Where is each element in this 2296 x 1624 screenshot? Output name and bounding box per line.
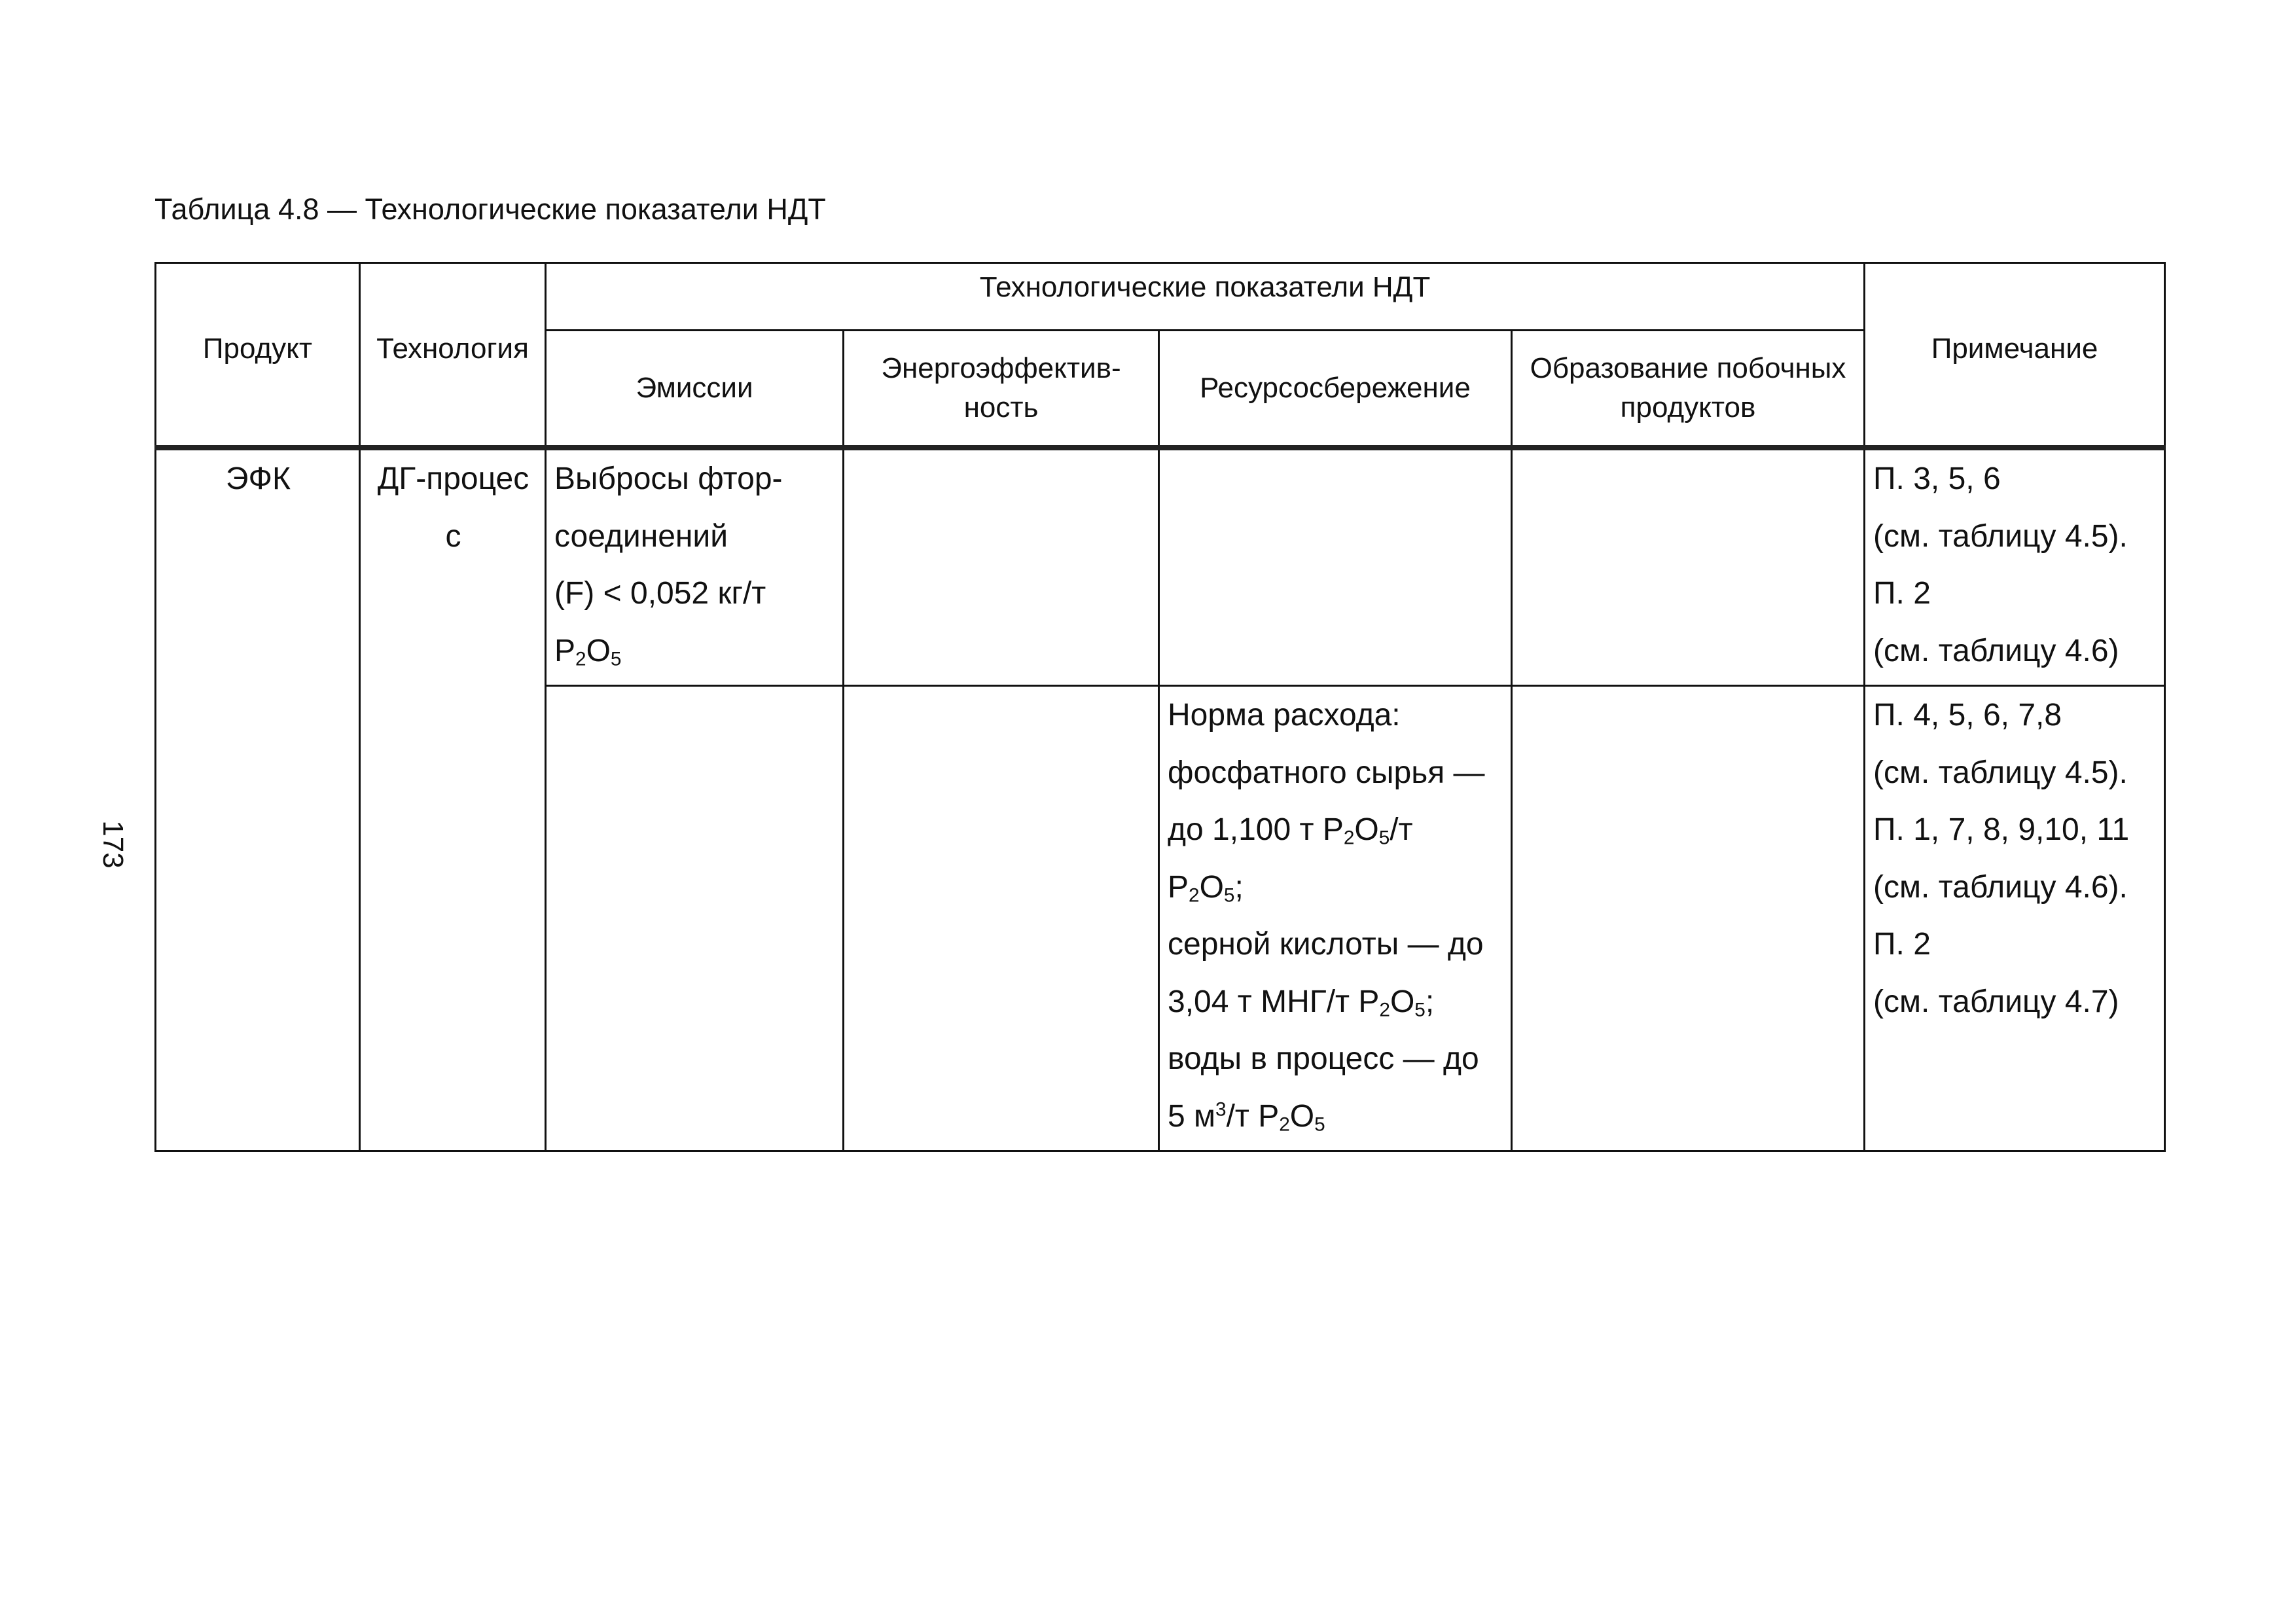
header-byproducts [1512,331,1865,448]
resource-line-3: до 1,100 т $P_2O_5/т$ [1168,812,1413,849]
cell-energy-efficiency [844,448,1159,686]
cell-byproducts [1512,686,1865,1151]
emissions-line-4: $P_2O_5$ [554,633,622,670]
cell-note [1865,686,2165,1151]
header-note: Примечание [1865,263,2165,448]
technology-line-1: ДГ-процес [377,461,529,496]
header-indicators-group: Технологические показатели НДТ [546,263,1865,331]
header-byproducts-line-2: продуктов [1620,391,1756,424]
emissions-line-3: (F) < 0,052 кг/т [554,576,766,611]
header-emissions: Эмиссии [546,331,844,448]
cell-product [156,448,360,1151]
technology-line-2: с [445,518,461,554]
cell-resource-saving [1159,448,1512,686]
resource-line-7: воды в процесс — до [1168,1041,1479,1076]
cell-note [1865,448,2165,686]
resource-line-6: 3,04 т МНГ/т $P_2O_5$; [1168,984,1435,1021]
cell-technology [360,448,546,1151]
resource-line-2: фосфатного сырья — [1168,755,1485,790]
resource-line-4: $P_2O_5$; [1168,869,1244,907]
page-number: 173 [97,820,129,869]
resource-line-1: Норма расхода: [1168,698,1401,732]
table-caption: Таблица 4.8 — Технологические показатели НДТ [154,192,826,226]
table-row [156,448,2165,686]
ndt-table [154,262,2166,1152]
product-value: ЭФК [226,461,291,496]
note-line-1: П. 4, 5, 6, 7,8 [1873,698,2062,732]
note-line-5: П. 2 [1873,927,1931,962]
note-line-4: (см. таблицу 4.6) [1873,633,2119,668]
header-resource-saving: Ресурсосбережение [1159,331,1512,448]
cell-emissions [546,686,844,1151]
note-line-1: П. 3, 5, 6 [1873,461,2001,496]
header-product: Продукт [156,263,360,448]
header-byproducts-line-1: Образование побочных [1530,352,1846,384]
note-line-2: (см. таблицу 4.5). [1873,518,2128,554]
cell-byproducts [1512,448,1865,686]
header-energy-line-2: ность [963,391,1039,424]
note-line-2: (см. таблицу 4.5). [1873,755,2128,790]
header-technology: Технология [360,263,546,448]
note-line-4: (см. таблицу 4.6). [1873,869,2128,905]
note-line-6: (см. таблицу 4.7) [1873,984,2119,1019]
note-line-3: П. 2 [1873,576,1931,611]
emissions-line-2: соединений [554,518,728,554]
header-energy-line-1: Энергоэффектив- [881,352,1121,384]
header-energy-efficiency [844,331,1159,448]
emissions-line-1: Выбросы фтор- [554,461,783,496]
cell-emissions [546,448,844,686]
resource-line-8: 5 $м^3/т$ $P_2O_5$ [1168,1098,1325,1136]
note-line-3: П. 1, 7, 8, 9,10, 11 [1873,812,2130,847]
resource-line-5: серной кислоты — до [1168,927,1484,962]
cell-energy-efficiency [844,686,1159,1151]
cell-resource-saving [1159,686,1512,1151]
header-row-1 [156,263,2165,331]
